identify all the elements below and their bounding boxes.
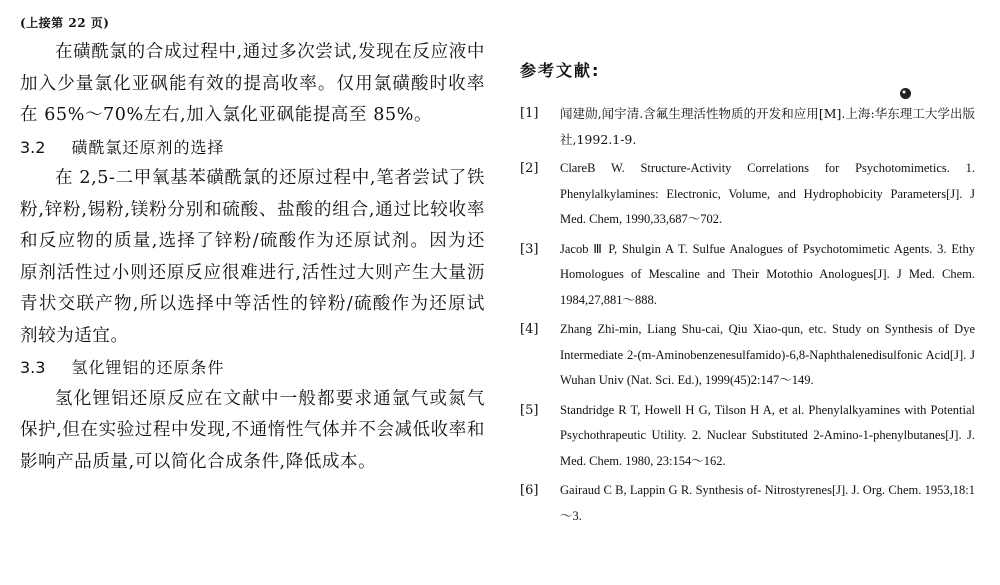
reference-index: [4] [520, 322, 539, 337]
reference-item [520, 101, 975, 152]
section-number: 3.2 [20, 137, 46, 157]
reference-text: Gairaud C B, Lappin G R. Synthesis of- Nitrostyrenes[J]. J. Org. Chem. 1953,18:1～3. [560, 483, 975, 523]
reference-index: [3] [520, 241, 539, 257]
reference-text: Standridge R T, Howell H G, Tilson H A, et al. Phenylalkyamines with Potential Psychothrapeutic Utility. 2. Nuclear Substituted 2-Amino-1-phenylbutanes[J]. J. Med. Chem. 1980, 23:154～162. [560, 402, 975, 468]
reference-item [520, 398, 975, 475]
section-title: 氢化锂铝的还原条件 [71, 358, 225, 377]
references-column [520, 58, 975, 533]
body-text-column [20, 14, 485, 478]
paragraph-lialh4-conditions: 氢化锂铝还原反应在文献中一般都要求通氩气或氮气保护,但在实验过程中发现,不通惰性气体并不会减低收率和影响产品质量,可以简化合成条件,降低成本。 [20, 388, 485, 472]
paragraph-sulfonyl-chloride-synthesis: 在磺酰氯的合成过程中,通过多次尝试,发现在反应液中加入少量氯化亚砜能有效的提高收率。仅用氯磺酸时收率在 65%～70%左右,加入氯化亚砜能提高至 85%。 [20, 42, 485, 125]
reference-text: ClareB W. Structure-Activity Correlations for Psychotomimetics. 1. Phenylalkylamines: Electronic, Volume, and Hydrophobicity Parameters[J]. J Med. Chem, 1990,33,687～702. [560, 161, 975, 226]
reference-text: 闻建勋,闻宇清.含氟生理活性物质的开发和应用[M].上海:华东理工大学出版社,1992.1-9. [560, 106, 975, 147]
reference-index: [5] [520, 402, 539, 418]
section-heading-3-2 [20, 132, 485, 164]
reference-index: [1] [520, 106, 539, 121]
reference-text: Zhang Zhi-min, Liang Shu-cai, Qiu Xiao-qun, etc. Study on Synthesis of Dye Intermediate 2-(m-Aminobenzenesulfamido)-6,8-Naphthalenedisulfonic Acid[J]. J Wuhan Univ (Nat. Sci. Ed.), 1999(45)2:147～149. [560, 322, 975, 387]
continued-from-note: (上接第 22 页) [20, 16, 110, 30]
paragraph-reducing-agent-selection: 在 2,5-二甲氧基苯磺酰氯的还原过程中,笔者尝试了铁粉,锌粉,锡粉,镁粉分别和硫酸、盐酸的组合,通过比较收率和反应物的质量,选择了锌粉/硫酸作为还原试剂。因为还原剂活性过小则还原反应很难进行,活性过大则产生大量沥青状交联产物,所以选择中等活性的锌粉/硫酸作为还原试剂较为适宜。 [20, 168, 485, 346]
ink-blot-mark [899, 87, 912, 100]
section-heading-3-3 [20, 352, 485, 384]
reference-text: Jacob Ⅲ P, Shulgin A T. Sulfue Analogues of Psychotomimetic Agents. 3. Ethy Homologues of Mescaline and Their Motothio Anologues[J]. J Med. Chem. 1984,27,881～888. [560, 241, 975, 307]
reference-item [520, 156, 975, 233]
section-title: 磺酰氯还原剂的选择 [71, 137, 225, 157]
section-number: 3.3 [20, 358, 46, 377]
reference-index: [6] [520, 483, 539, 498]
reference-item [520, 478, 975, 529]
reference-item [520, 317, 975, 394]
references-title: 参考文献: [520, 61, 601, 80]
reference-index: [2] [520, 161, 539, 176]
reference-item [520, 237, 975, 314]
